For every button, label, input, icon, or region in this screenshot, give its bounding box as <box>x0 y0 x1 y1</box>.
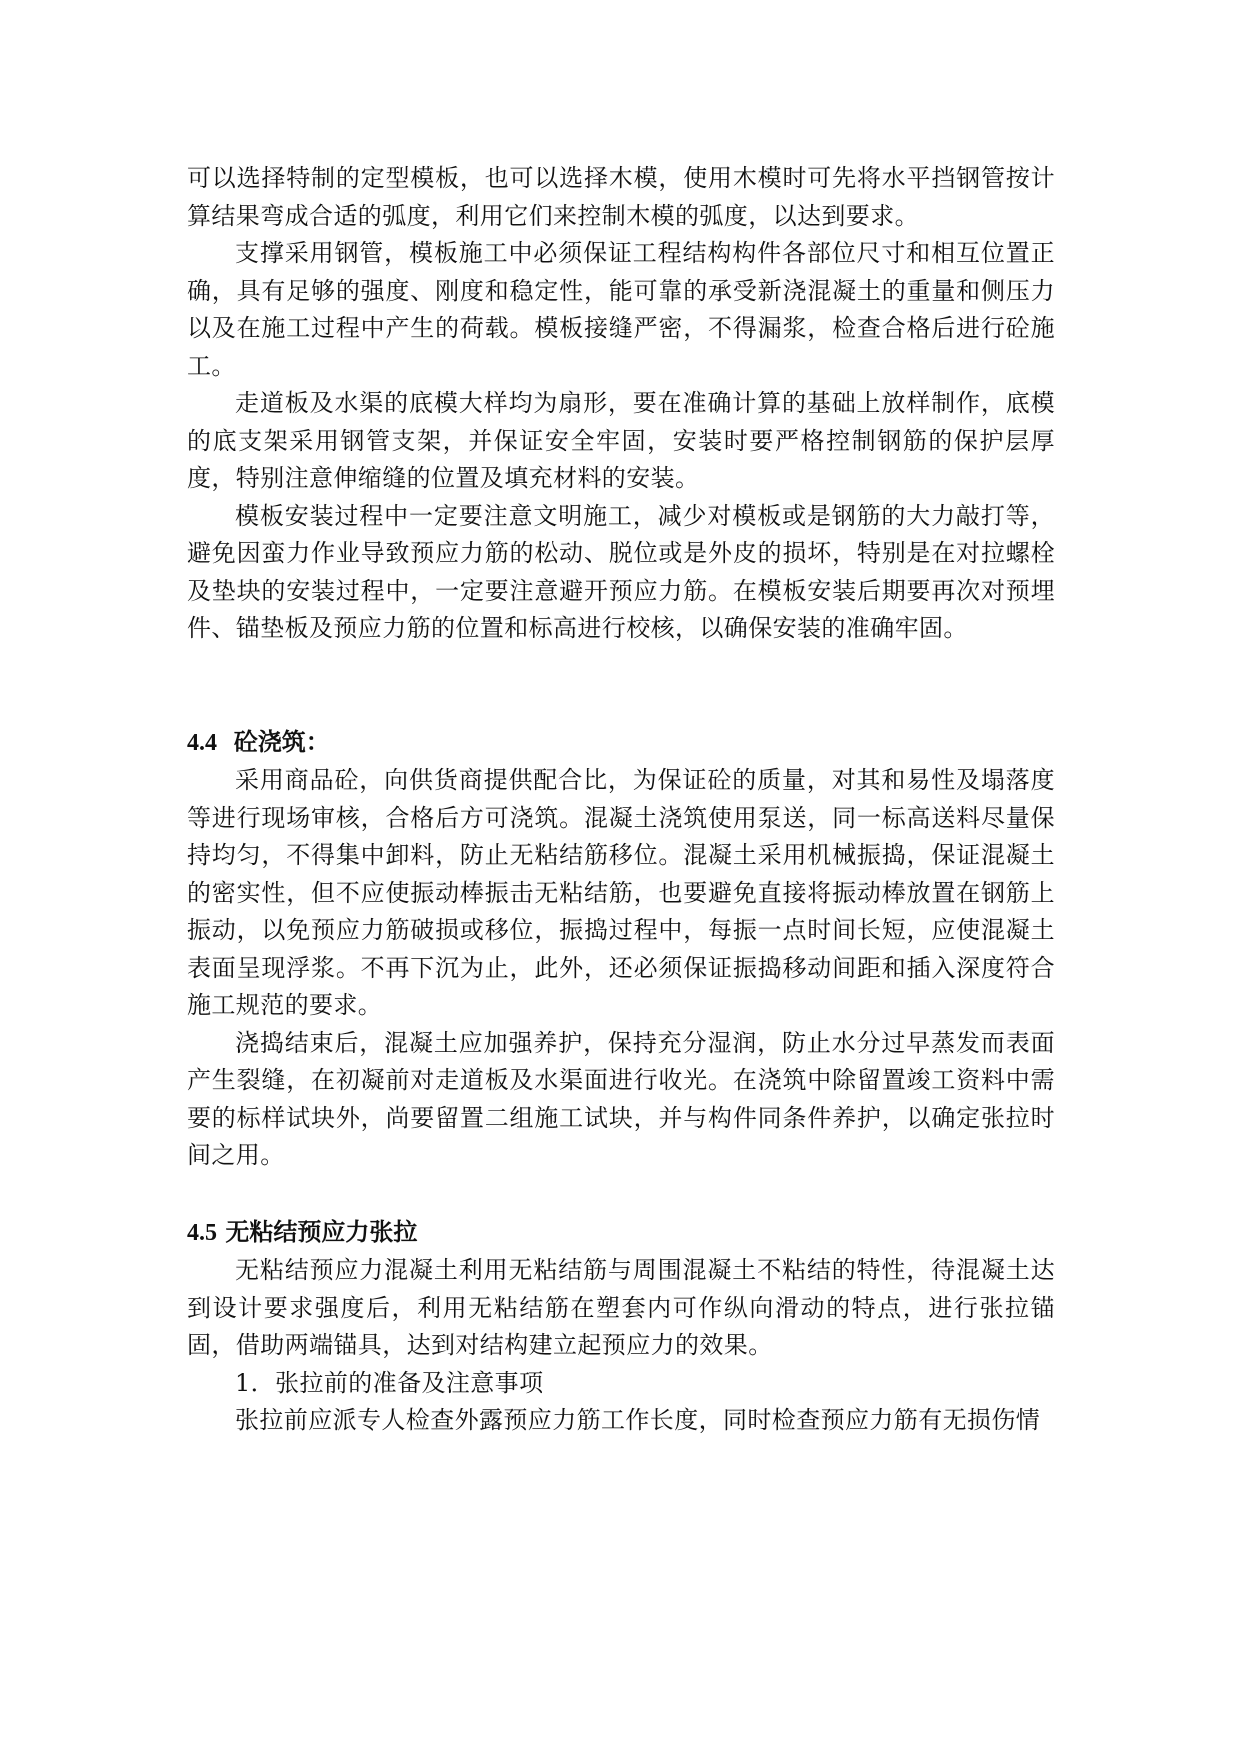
intro-paragraph-2: 支撑采用钢管，模板施工中必须保证工程结构构件各部位尺寸和相互位置正确，具有足够的强度、刚度和稳定性，能可靠的承受新浇混凝土的重量和侧压力以及在施工过程中产生的荷载。模板接缝严密，不得漏浆，检查合格后进行砼施工。 <box>187 239 1055 380</box>
intro-paragraph-3: 走道板及水渠的底模大样均为扇形，要在准确计算的基础上放样制作，底模的底支架采用钢管支架，并保证安全牢固，安装时要严格控制钢筋的保护层厚度，特别注意伸缩缝的位置及填充材料的安装。 <box>187 389 1055 492</box>
section-4-5-subheading-1: 1．张拉前的准备及注意事项 <box>235 1368 544 1397</box>
section-4-5-paragraph-2: 张拉前应派专人检查外露预应力筋工作长度，同时检查预应力筋有无损伤情 <box>235 1406 1041 1434</box>
section-4-4-paragraph-1: 采用商品砼，向供货商提供配合比，为保证砼的质量，对其和易性及塌落度等进行现场审核，合格后方可浇筑。混凝土浇筑使用泵送，同一标高送料尽量保持均匀，不得集中卸料，防止无粘结筋移位。混凝土采用机械振捣，保证混凝土的密实性，但不应使振动棒振击无粘结筋，也要避免直接将振动棒放置在钢筋上振动，以免预应力筋破损或移位，振捣过程中，每振一点时间长短，应使混凝土表面呈现浮浆。不再下沉为止，此外，还必须保证振捣移动间距和插入深度符合施工规范的要求。 <box>187 766 1055 1019</box>
section-4-4-number: 4.4 <box>187 729 217 756</box>
intro-paragraph-1: 可以选择特制的定型模板，也可以选择木模，使用木模时可先将水平挡钢管按计算结果弯成合适的弧度，利用它们来控制木模的弧度，以达到要求。 <box>187 164 1055 230</box>
section-4-4-paragraph-2: 浇捣结束后，混凝土应加强养护，保持充分湿润，防止水分过早蒸发而表面产生裂缝，在初凝前对走道板及水渠面进行收光。在浇筑中除留置竣工资料中需要的标样试块外，尚要留置二组施工试块，并与构件同条件养护，以确定张拉时间之用。 <box>187 1028 1055 1169</box>
page-content <box>187 160 1055 1440</box>
section-4-5-heading <box>187 1213 1055 1253</box>
section-4-4-heading <box>187 723 1055 763</box>
intro-paragraph-4: 模板安装过程中一定要注意文明施工，减少对模板或是钢筋的大力敲打等，避免因蛮力作业导致预应力筋的松动、脱位或是外皮的损坏，特别是在对拉螺栓及垫块的安装过程中，一定要注意避开预应力筋。在模板安装后期要再次对预埋件、锚垫板及预应力筋的位置和标高进行校核，以确保安装的准确牢固。 <box>187 501 1055 642</box>
section-4-4-title: 砼浇筑： <box>233 726 330 756</box>
section-4-5-paragraph-1: 无粘结预应力混凝土利用无粘结筋与周围混凝土不粘结的特性，待混凝土达到设计要求强度后，利用无粘结筋在塑套内可作纵向滑动的特点，进行张拉锚固，借助两端锚具，达到对结构建立起预应力的效果。 <box>187 1256 1055 1359</box>
section-4-5-number: 4.5 <box>187 1219 217 1246</box>
section-4-5-title: 无粘结预应力张拉 <box>225 1216 418 1246</box>
section-spacer <box>187 648 1055 723</box>
section-spacer <box>187 1175 1055 1213</box>
